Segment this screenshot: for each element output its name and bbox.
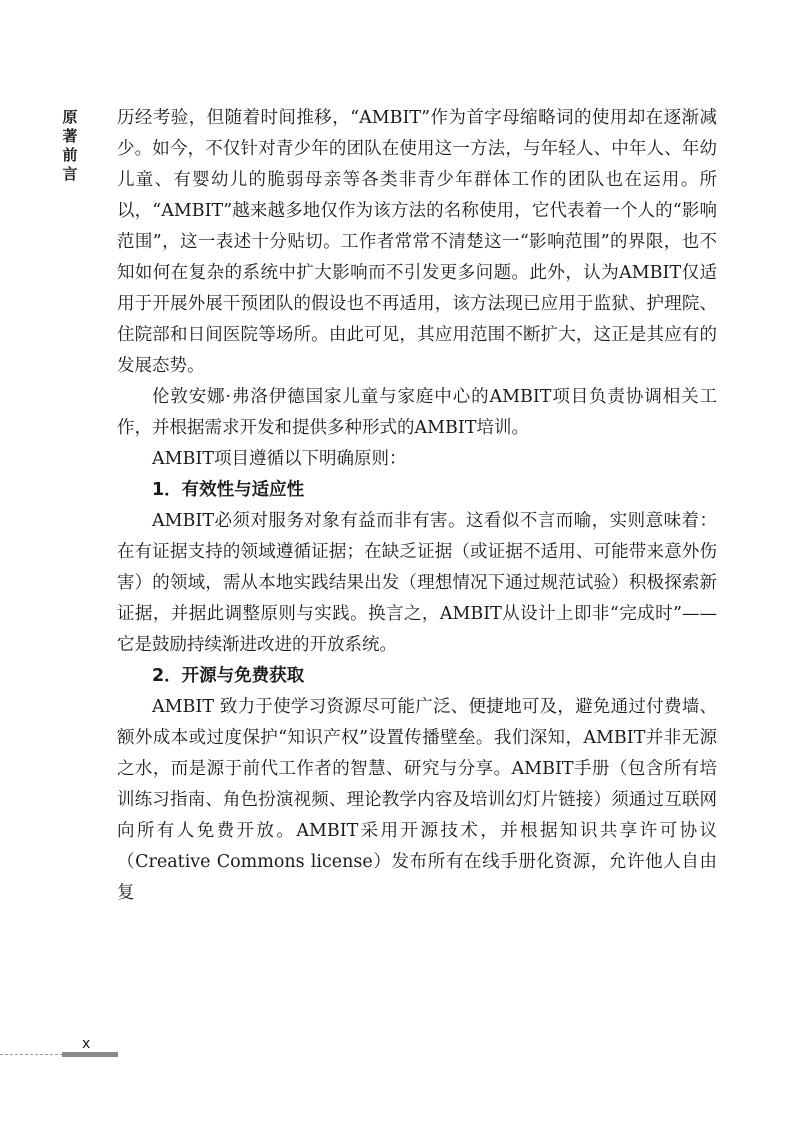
page-number-bar xyxy=(62,1052,118,1057)
body-paragraph: AMBIT项目遵循以下明确原则： xyxy=(152,449,407,469)
body-paragraph: AMBIT 致力于使学习资源尽可能广泛、便捷地可及，避免通过付费墙、额外成本或过度保护“知识产权”设置传播壁垒。我们深知，AMBIT并非无源之水，而是源于前代工作者的智慧、研究与分享。AMBIT手册（包含所有培训练习指南、角色扮演视频、理论教学内容及培训幻灯片链接）须通过互联网向所有人免费开放。AMBIT采用开源技术，并根据知识共享许可协议（Creative Commons license）发布所有在线手册化资源，允许他人自由复 xyxy=(117,697,717,903)
side-tab-char: 原 xyxy=(62,108,78,126)
body-paragraph: 伦敦安娜·弗洛伊德国家儿童与家庭中心的AMBIT项目负责协调相关工作，并根据需求开发和提供多种形式的AMBIT培训。 xyxy=(117,387,717,438)
page-number: x xyxy=(82,1036,91,1052)
body-paragraph: AMBIT必须对服务对象有益而非有害。这看似不言而喻，实则意味着：在有证据支持的领域遵循证据；在缺乏证据（或证据不适用、可能带来意外伤害）的领域，需从本地实践结果出发（理想情况下通过规范试验）积极探索新证据，并据此调整原则与实践。换言之，AMBIT从设计上即非“完成时”——它是鼓励持续渐进改进的开放系统。 xyxy=(117,511,717,655)
side-tab-char: 前 xyxy=(62,146,78,164)
section-heading: 2．开源与免费获取 xyxy=(152,666,305,686)
page-body xyxy=(117,103,717,909)
chapter-side-tab xyxy=(62,108,78,184)
section-heading: 1．有效性与适应性 xyxy=(152,480,305,500)
body-paragraph: 历经考验，但随着时间推移，“AMBIT”作为首字母缩略词的使用却在逐渐减少。如今，不仅针对青少年的团队在使用这一方法，与年轻人、中年人、年幼儿童、有婴幼儿的脆弱母亲等各类非青少年群体工作的团队也在运用。所以，“AMBIT”越来越多地仅作为该方法的名称使用，它代表着一个人的“影响范围”，这一表述十分贴切。工作者常常不清楚这一“影响范围”的界限，也不知如何在复杂的系统中扩大影响而不引发更多问题。此外，认为AMBIT仅适用于开展外展干预团队的假设也不再适用，该方法现已应用于监狱、护理院、住院部和日间医院等场所。由此可见，其应用范围不断扩大，这正是其应有的发展态势。 xyxy=(117,108,717,376)
side-tab-char: 言 xyxy=(62,165,78,183)
side-tab-char: 著 xyxy=(62,127,78,145)
